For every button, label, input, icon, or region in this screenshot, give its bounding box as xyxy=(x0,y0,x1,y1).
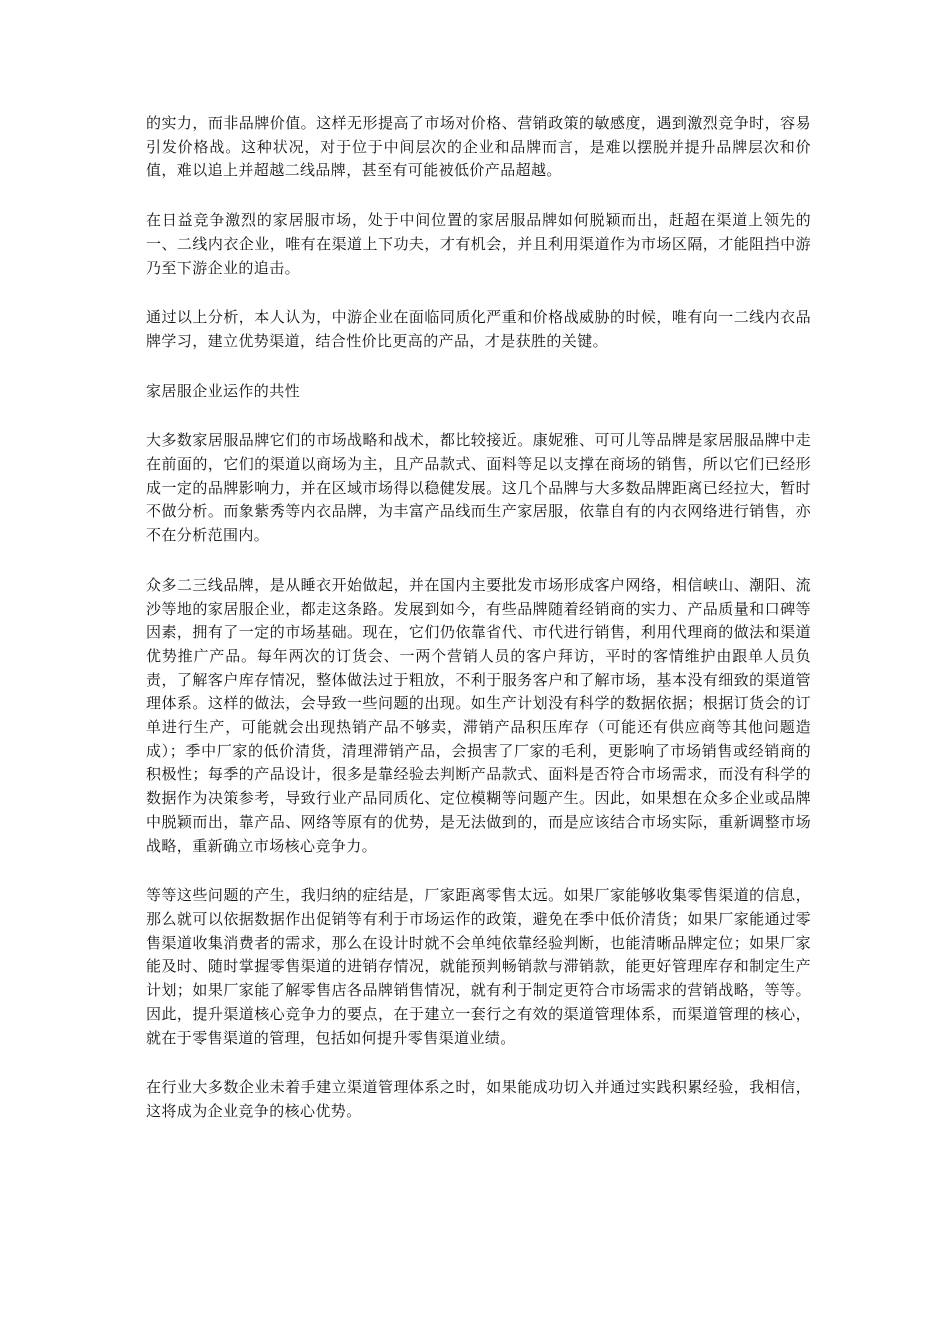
paragraph-analysis-conclusion: 通过以上分析，本人认为，中游企业在面临同质化严重和价格战威胁的时候，唯有向一二线内衣品牌学习，建立优势渠道，结合性价比更高的产品，才是获胜的关键。 xyxy=(146,308,811,350)
paragraph-second-tier-brands: 众多二三线品牌，是从睡衣开始做起，并在国内主要批发市场形成客户网络，相信峡山、潮阳、流沙等地的家居服企业，都走这条路。发展到如今，有些品牌随着经销商的实力、产品质量和口碑等因素，拥有了一定的市场基础。现在，它们仍依靠省代、市代进行销售，利用代理商的做法和渠道优势推广产品。每年两次的订货会、一两个营销人员的客户拜访，平时的客情维护由跟单人员负责，了解客户库存情况，整体做法过于粗放，不利于服务客户和了解市场，基本没有细致的渠道管理体系。这样的做法，会导致一些问题的出现。如生产计划没有科学的数据依据；根据订货会的订单进行生产，可能就会出现热销产品不够卖，滞销产品积压库存（可能还有供应商等其他问题造成）；季中厂家的低价清货，清理滞销产品，会损害了厂家的毛利，更影响了市场销售或经销商的积极性；每季的产品设计，很多是靠经验去判断产品款式、面料是否符合市场需求，而没有科学的数据作为决策参考，导致行业产品同质化、定位模糊等问题产生。因此，如果想在众多企业或品牌中脱颖而出，靠产品、网络等原有的优势，是无法做到的，而是应该结合市场实际，重新调整市场战略，重新确立市场核心竞争力。 xyxy=(146,575,811,855)
paragraph-brand-value: 的实力，而非品牌价值。这样无形提高了市场对价格、营销政策的敏感度，遇到激烈竞争时，容易引发价格战。这种状况，对于位于中间层次的企业和品牌而言，是难以摆脱并提升品牌层次和价值，难以追上并超越二线品牌，甚至有可能被低价产品超越。 xyxy=(146,114,811,180)
document-page xyxy=(146,112,811,1150)
paragraph-competitive-advantage: 在行业大多数企业未着手建立渠道管理体系之时，如果能成功切入并通过实践积累经验，我相信，这将成为企业竞争的核心优势。 xyxy=(146,1078,811,1120)
paragraph-brand-strategy: 大多数家居服品牌它们的市场战略和战术，都比较接近。康妮雅、可可儿等品牌是家居服品牌中走在前面的，它们的渠道以商场为主，且产品款式、面料等足以支撑在商场的销售，所以它们已经形成一定的品牌影响力，并在区域市场得以稳健发展。这几个品牌与大多数品牌距离已经拉大，暂时不做分析。而象紫秀等内衣品牌，为丰富产品线而生产家居服，依靠自有的内衣网络进行销售，亦不在分析范围内。 xyxy=(146,431,811,545)
paragraph-problem-root-cause: 等等这些问题的产生，我归纳的症结是，厂家距离零售太远。如果厂家能够收集零售渠道的信息，那么就可以依据数据作出促销等有利于市场运作的政策，避免在季中低价清货；如果厂家能通过零售渠道收集消费者的需求，那么在设计时就不会单纯依靠经验判断，也能清晰品牌定位；如果厂家能及时、随时掌握零售渠道的进销存情况，就能预判畅销款与滞销款，能更好管理库存和制定生产计划；如果厂家能了解零售店各品牌销售情况，就有利于制定更符合市场需求的营销战略，等等。因此，提升渠道核心竞争力的要点，在于建立一套行之有效的渠道管理体系，而渠道管理的核心，就在于零售渠道的管理，包括如何提升零售渠道业绩。 xyxy=(146,886,811,1047)
section-heading: 家居服企业运作的共性 xyxy=(146,381,301,400)
paragraph-market-position: 在日益竞争激烈的家居服市场，处于中间位置的家居服品牌如何脱颖而出，赶超在渠道上领先的一、二线内衣企业，唯有在渠道上下功夫，才有机会，并且利用渠道作为市场区隔，才能阻挡中游乃至下游企业的追击。 xyxy=(146,211,811,277)
